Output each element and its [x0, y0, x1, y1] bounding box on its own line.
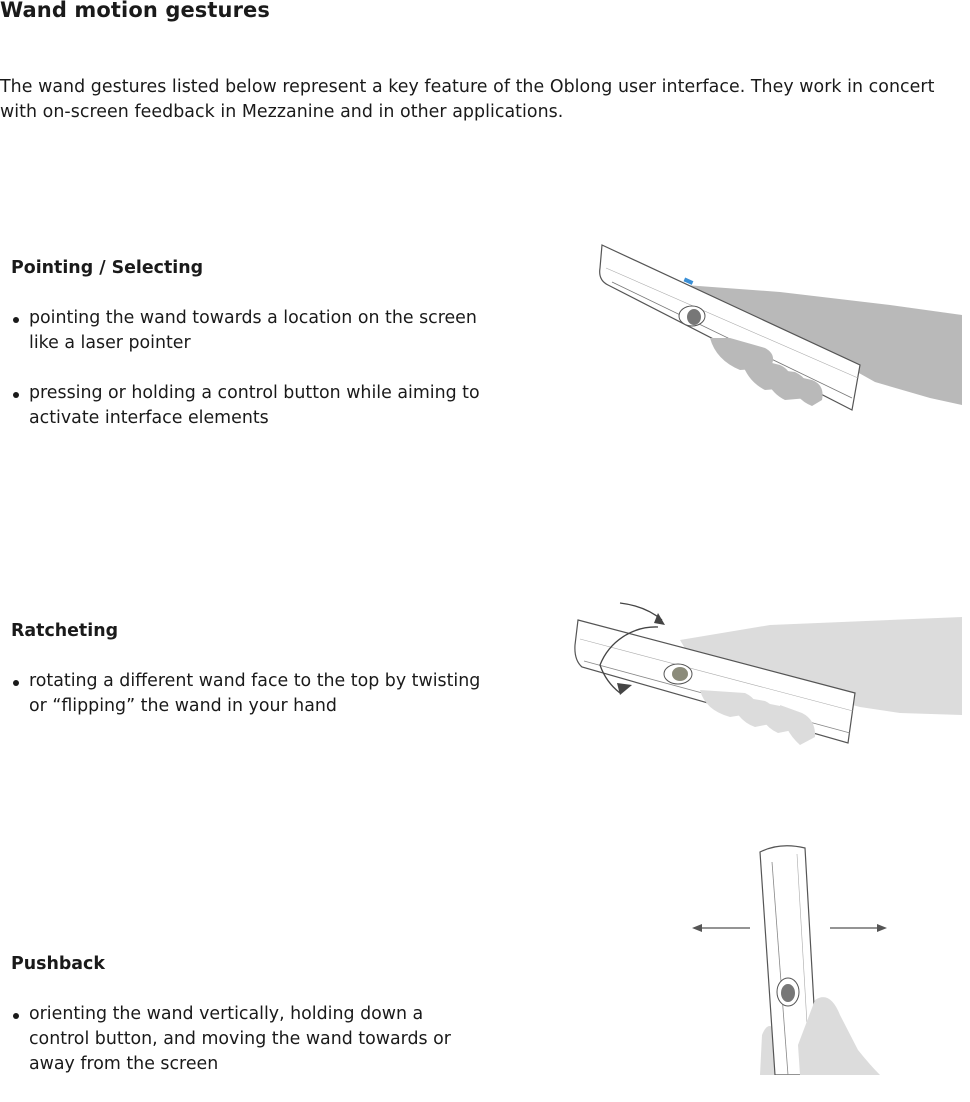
wand-pushback-illustration [680, 840, 895, 1075]
bullet-list [11, 1002, 481, 1077]
bullet-item: pointing the wand towards a location on the screen like a laser pointer [11, 306, 481, 356]
section-title: Ratcheting [11, 621, 119, 641]
section-pushback [11, 952, 481, 1102]
bullet-list [11, 669, 481, 719]
section-title: Pushback [11, 954, 105, 974]
bullet-item: orienting the wand vertically, holding down a control button, and moving the wand towards or away from the screen [11, 1002, 481, 1077]
section-ratcheting [11, 619, 481, 744]
bullet-item: pressing or holding a control button while aiming to activate interface elements [11, 381, 481, 431]
wand-ratcheting-illustration [570, 595, 970, 755]
bullet-list [11, 306, 481, 431]
page-title: Wand motion gestures [0, 0, 270, 22]
intro-paragraph: The wand gestures listed below represent a key feature of the Oblong user interface. They work in concert with on-screen feedback in Mezzanine and in other applications. [0, 77, 935, 122]
bullet-item: rotating a different wand face to the top by twisting or “flipping” the wand in your hand [11, 669, 481, 719]
wand-pointing-illustration [590, 240, 970, 420]
section-pointing [11, 256, 481, 456]
section-title: Pointing / Selecting [11, 258, 204, 278]
